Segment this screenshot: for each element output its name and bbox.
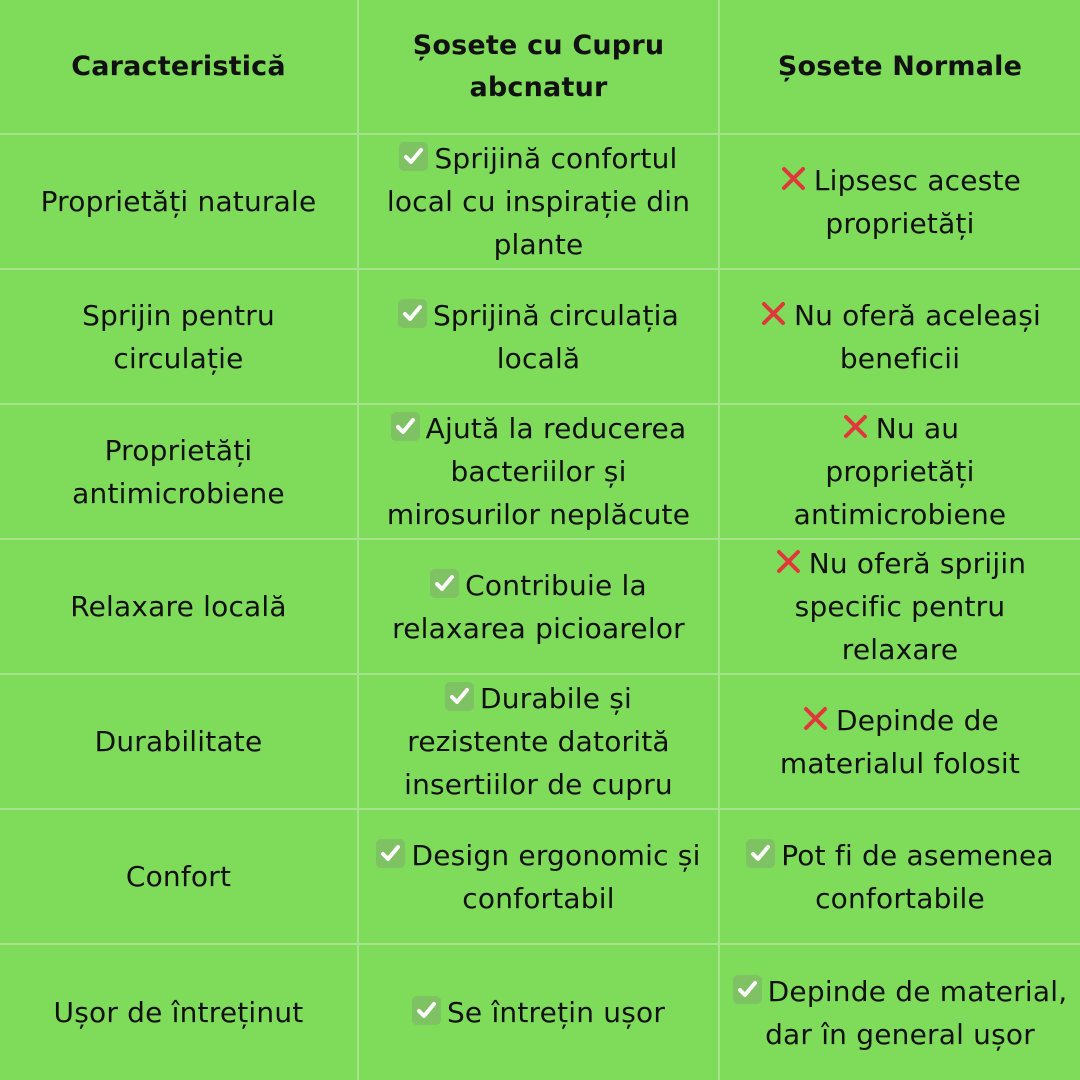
normal-socks-cell: [720, 675, 1080, 810]
copper-socks-value: [389, 991, 689, 1034]
copper-socks-value: [379, 137, 699, 266]
normal-socks-cell: [720, 270, 1080, 405]
copper-socks-text: Se întrețin ușor: [446, 996, 666, 1029]
normal-socks-value: [728, 970, 1072, 1056]
copper-socks-value: [374, 407, 704, 536]
copper-socks-value: [394, 677, 684, 806]
copper-socks-cell: [359, 405, 720, 540]
normal-socks-text: Pot fi de asemenea confortabile: [781, 838, 1054, 915]
characteristic-cell: [0, 945, 359, 1080]
characteristic-label: Ușor de întreținut: [53, 996, 304, 1029]
copper-socks-text: Ajută la reducerea bacteriilor și mirosurilor neplăcute: [386, 412, 691, 531]
characteristic-cell: [0, 540, 359, 675]
characteristic-cell: [0, 270, 359, 405]
characteristic-label: Durabilitate: [94, 725, 263, 758]
characteristic-label: Proprietăți naturale: [40, 185, 317, 218]
characteristic-cell: [0, 405, 359, 540]
normal-socks-value: [750, 294, 1050, 380]
header-normal-socks-label: Șosete Normale: [777, 50, 1023, 82]
copper-socks-cell: [359, 270, 720, 405]
normal-socks-text: Depinde de materialul folosit: [779, 703, 1021, 780]
copper-socks-value: [389, 294, 689, 380]
normal-socks-cell: [720, 135, 1080, 270]
cross-mark-icon: [779, 164, 808, 193]
header-characteristic: [0, 0, 359, 135]
copper-socks-text: Sprijină circulația locală: [432, 298, 680, 375]
check-mark-icon: [445, 682, 474, 711]
characteristic-label: Proprietăți antimicrobiene: [72, 433, 285, 510]
normal-socks-cell: [720, 810, 1080, 945]
characteristic-cell: [0, 675, 359, 810]
copper-socks-cell: [359, 540, 720, 675]
normal-socks-text: Lipsesc aceste proprietăți: [813, 163, 1022, 240]
check-mark-icon: [376, 839, 405, 868]
check-mark-icon: [733, 975, 762, 1004]
header-copper-socks: [359, 0, 720, 135]
characteristic-cell: [0, 810, 359, 945]
copper-socks-text: Design ergonomic și confortabil: [411, 838, 701, 915]
normal-socks-text: Depinde de material, dar în general ușor: [765, 974, 1068, 1051]
characteristic-label: Confort: [125, 860, 232, 893]
header-normal-socks: [720, 0, 1080, 135]
normal-socks-value: [765, 407, 1035, 536]
copper-socks-value: [384, 564, 694, 650]
copper-socks-value: [369, 834, 709, 920]
cross-mark-icon: [759, 299, 788, 328]
copper-socks-text: Sprijină confortul local cu inspirație din plante: [386, 142, 691, 261]
copper-socks-text: Durabile și rezistente datorită insertiilor de cupru: [404, 682, 673, 801]
check-mark-icon: [430, 569, 459, 598]
normal-socks-text: Nu oferă sprijin specific pentru relaxare: [794, 547, 1027, 666]
cross-mark-icon: [774, 547, 803, 576]
header-copper-socks-label: Șosete cu Cupru abcnatur: [412, 29, 665, 103]
header-characteristic-label: Caracteristică: [71, 50, 286, 82]
characteristic-label: Sprijin pentru circulație: [82, 298, 275, 375]
check-mark-icon: [399, 142, 428, 171]
normal-socks-text: Nu oferă aceleași beneficii: [793, 298, 1042, 375]
copper-socks-cell: [359, 135, 720, 270]
check-mark-icon: [398, 299, 427, 328]
check-mark-icon: [391, 412, 420, 441]
normal-socks-value: [765, 699, 1035, 785]
normal-socks-cell: [720, 945, 1080, 1080]
check-mark-icon: [412, 996, 441, 1025]
cross-mark-icon: [841, 412, 870, 441]
copper-socks-text: Contribuie la relaxarea picioarelor: [392, 568, 685, 645]
normal-socks-value: [765, 159, 1035, 245]
normal-socks-value: [765, 542, 1035, 671]
normal-socks-text: Nu au proprietăți antimicrobiene: [793, 412, 1007, 531]
normal-socks-cell: [720, 540, 1080, 675]
check-mark-icon: [746, 839, 775, 868]
normal-socks-cell: [720, 405, 1080, 540]
copper-socks-cell: [359, 810, 720, 945]
characteristic-label: Relaxare locală: [70, 590, 287, 623]
characteristic-cell: [0, 135, 359, 270]
copper-socks-cell: [359, 675, 720, 810]
cross-mark-icon: [801, 704, 830, 733]
copper-socks-cell: [359, 945, 720, 1080]
normal-socks-value: [735, 834, 1065, 920]
